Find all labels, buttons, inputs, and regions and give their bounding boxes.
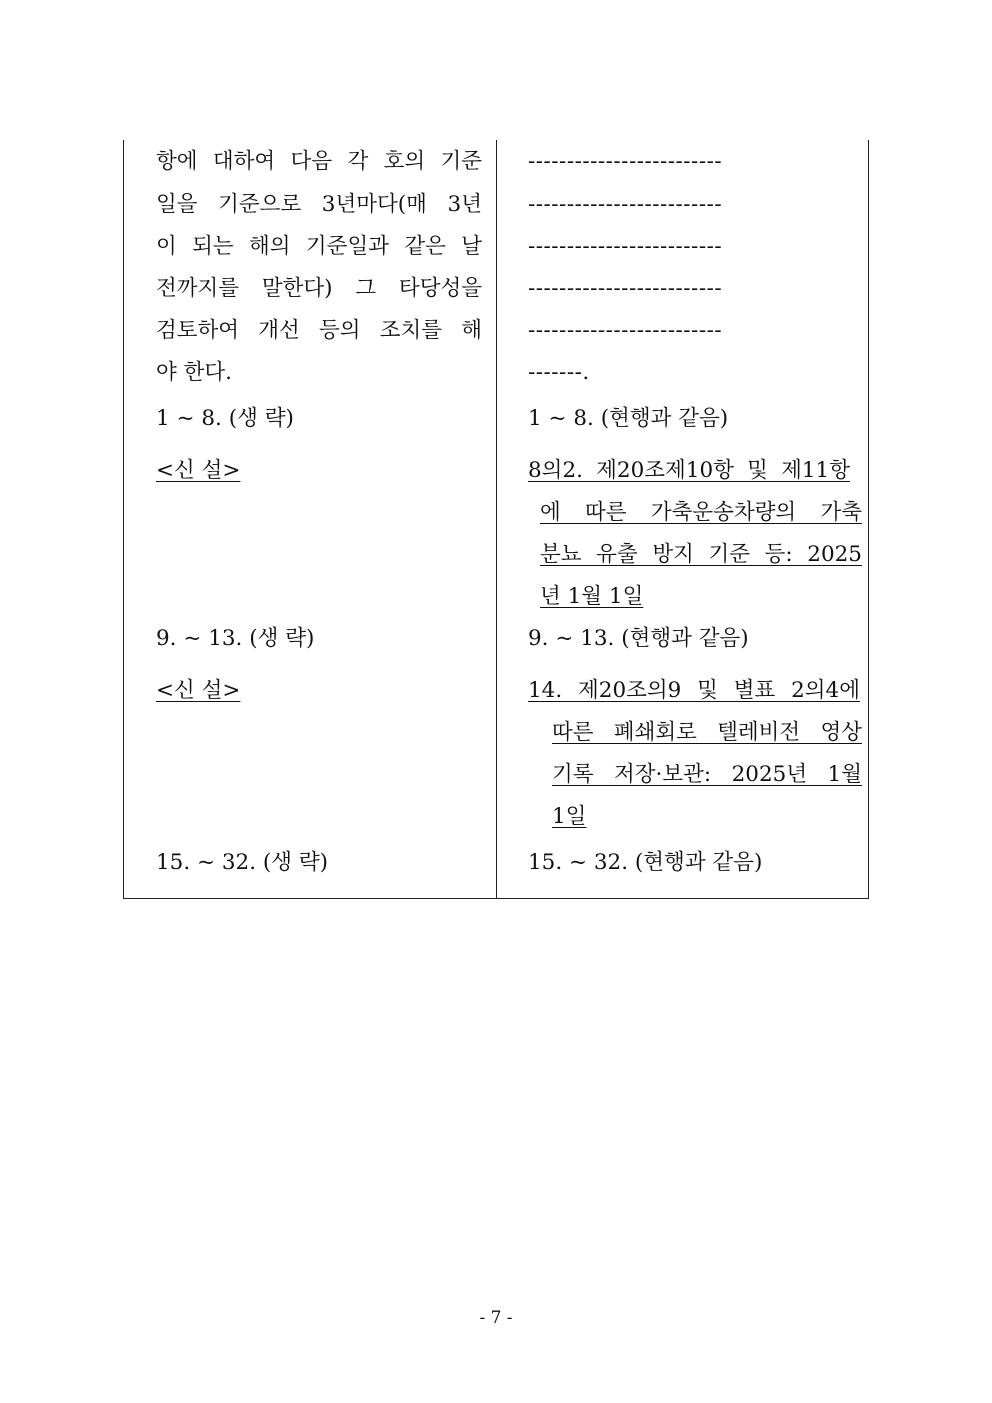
right-dash-line: -------------------------: [528, 149, 723, 174]
right-dash-line: -------------------------: [528, 276, 723, 301]
left-item-9-13: 9. ~ 13. (생 략): [156, 626, 315, 651]
right-item-15-32: 15. ~ 32. (현행과 같음): [528, 850, 763, 875]
right-item-8-2-line: 에 따른 가축운송차량의 가축: [540, 500, 862, 525]
left-text-line: 야 한다.: [156, 360, 232, 385]
column-divider: [496, 140, 497, 899]
right-dash-line: -------.: [528, 360, 590, 385]
left-item-15-32: 15. ~ 32. (생 략): [156, 850, 329, 875]
left-text-line: 이 되는 해의 기준일과 같은 날: [156, 234, 482, 259]
right-item-8-2-line: 8의2. 제20조제10항 및 제11항: [528, 458, 850, 483]
left-text-line: 전까지를 말한다) 그 타당성을: [156, 276, 482, 301]
right-dash-line: -------------------------: [528, 192, 723, 217]
right-item-1-8: 1 ~ 8. (현행과 같음): [528, 406, 729, 431]
right-item-8-2-line: 분뇨 유출 방지 기준 등: 2025: [540, 542, 862, 567]
left-new-provision-1: <신 설>: [156, 458, 241, 483]
right-item-14-line: 14. 제20조의9 및 별표 2의4에: [528, 678, 860, 703]
left-item-1-8: 1 ~ 8. (생 략): [156, 406, 294, 431]
right-item-9-13: 9. ~ 13. (현행과 같음): [528, 626, 749, 651]
right-dash-line: -------------------------: [528, 318, 723, 343]
page-number: - 7 -: [479, 1308, 513, 1328]
right-dash-line: -------------------------: [528, 234, 723, 259]
right-item-14-line: 1일: [552, 804, 587, 829]
left-text-line: 일을 기준으로 3년마다(매 3년: [156, 192, 482, 217]
right-item-14-line: 따른 폐쇄회로 텔레비전 영상: [552, 720, 862, 745]
right-item-14-line: 기록 저장·보관: 2025년 1월: [552, 762, 862, 787]
left-new-provision-2: <신 설>: [156, 678, 241, 703]
left-text-line: 항에 대하여 다음 각 호의 기준: [156, 149, 482, 174]
right-item-8-2-line: 년 1월 1일: [540, 584, 644, 609]
left-text-line: 검토하여 개선 등의 조치를 해: [156, 318, 482, 343]
